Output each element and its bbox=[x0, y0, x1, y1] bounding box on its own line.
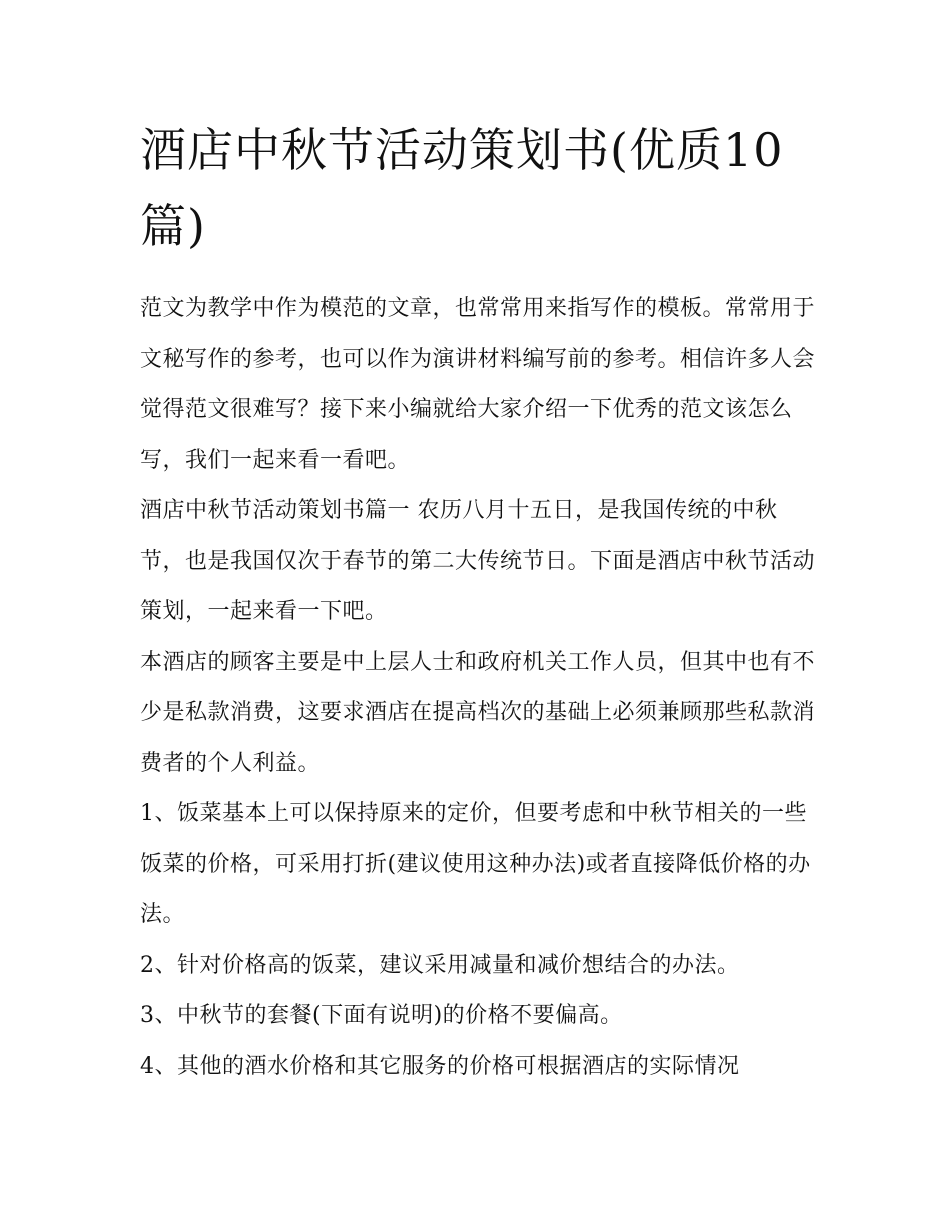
paragraph-item-2: 2、针对价格高的饭菜，建议采用减量和减价想结合的办法。 bbox=[140, 952, 740, 978]
paragraph-customers: 本酒店的顾客主要是中上层人士和政府机关工作人员，但其中也有不少是私款消费，这要求酒店在提高档次的基础上必须兼顾那些私款消费者的个人利益。 bbox=[140, 649, 816, 776]
paragraph-item-4: 4、其他的酒水价格和其它服务的价格可根据酒店的实际情况 bbox=[140, 1053, 740, 1079]
document-title: 酒店中秋节活动策划书(优质10篇) bbox=[140, 123, 784, 253]
paragraph-intro: 范文为教学中作为模范的文章，也常常用来指写作的模板。常常用于文秘写作的参考，也可以作为演讲材料编写前的参考。相信许多人会觉得范文很难写？接下来小编就给大家介绍一下优秀的范文该怎么写，我们一起来看一看吧。 bbox=[140, 296, 816, 473]
paragraph-item-3: 3、中秋节的套餐(下面有说明)的价格不要偏高。 bbox=[140, 1003, 623, 1028]
paragraph-item-1: 1、饭菜基本上可以保持原来的定价，但要考虑和中秋节相关的一些饭菜的价格，可采用打折(建议使用这种办法)或者直接降低价格的办法。 bbox=[140, 801, 811, 927]
paragraph-chapter-one: 酒店中秋节活动策划书篇一 农历八月十五日，是我国传统的中秋节，也是我国仅次于春节的第二大传统节日。下面是酒店中秋节活动策划，一起来看一下吧。 bbox=[140, 498, 816, 624]
document-body bbox=[140, 112, 820, 1092]
